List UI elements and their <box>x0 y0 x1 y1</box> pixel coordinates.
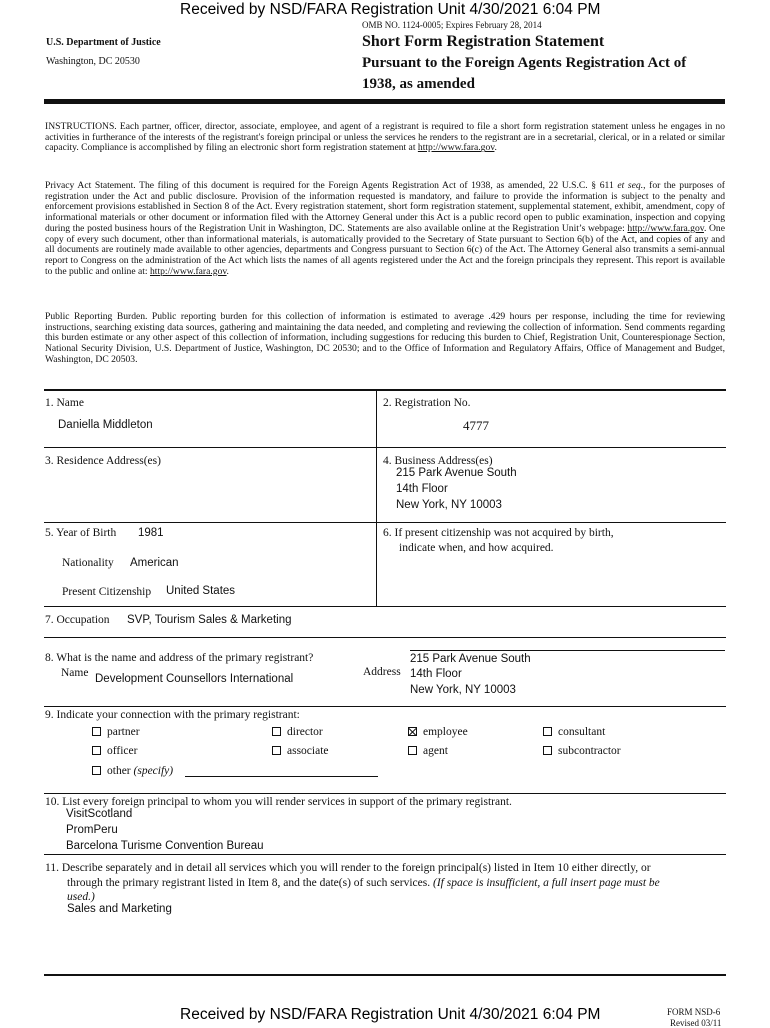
q7-occupation-value[interactable]: SVP, Tourism Sales & Marketing <box>127 614 292 626</box>
q4-address-line3[interactable]: New York, NY 10003 <box>396 499 502 511</box>
checkbox-checked-icon <box>408 727 417 736</box>
checkbox-director[interactable]: director <box>272 726 323 738</box>
q5-label: 5. Year of Birth <box>45 527 117 539</box>
instructions-text: INSTRUCTIONS. Each partner, officer, director, associate, employee, and agent of a registrant is required to file a short form registration statement unless he engages in no activities in furtherance of the interests of the registrant's foreign principal or unless the services he renders to the registrant are in a secretarial, clerical, or in a related or similar capacity. Compliance is accomplished by filing an electronic short form registration statement at <box>45 121 725 154</box>
nationality-value[interactable]: American <box>130 557 179 569</box>
q3-label: 3. Residence Address(es) <box>45 455 161 467</box>
fara-link-instructions[interactable]: http://www.fara.gov <box>417 142 495 154</box>
checkbox-icon <box>543 727 552 736</box>
q2-registration-value[interactable]: 4777 <box>463 418 489 433</box>
checkbox-icon <box>543 746 552 755</box>
q8-registrant-name-value[interactable]: Development Counsellors International <box>95 673 294 685</box>
checkbox-icon <box>92 766 101 775</box>
header-rule <box>44 99 725 104</box>
q4-label: 4. Business Address(es) <box>383 455 493 467</box>
instructions-paragraph: INSTRUCTIONS. Each partner, officer, director, associate, employee, and agent of a registrant is required to file a short form registration statement unless he engages in no activities in furtherance of the interests of the registrant's foreign principal or unless the services he renders to the registrant are in a secretarial, clerical, or in a related or similar capacity. Compliance is accomplished by filing an electronic short form registration statement at http://www.fara.gov. <box>45 121 725 154</box>
checkbox-officer[interactable]: officer <box>92 745 137 757</box>
checkbox-icon <box>408 746 417 755</box>
q8-address-label: Address <box>363 666 401 678</box>
privacy-act-paragraph: Privacy Act Statement. The filing of this document is required for the Foreign Agents Registration Act of 1938, as amended, 22 U.S.C. § 611 et seq., for the purposes of registration under the Act and public disclosure. Provision of the information requested is mandatory, and failure to provide the information is subject to the penalty and enforcement provisions established in Section 8 of the Act. Every registration statement, short form registration statement, supplemental statement, exhibit, amendment, copy of informational materials or other document or information filed with the Attorney General under this Act is a public record open to public examination, inspection and copying during the posted business hours of the Registration Unit in Washington, DC. Statements are also available online at the Registration Unit’s webpage: http://www.fara.gov. One copy of every such document, other than informational materials, is automatically provided to the Secretary of State pursuant to Section 6(b) of the Act, and copies of any and all documents are routinely made available to other agencies, departments and Congress pursuant to Section 6(c) of the Act. The Attorney General also transmits a semi-annual report to Congress on the administration of the Act which lists the names of all agents registered under the Act and the foreign principals they represent. This report is available to the public and online at: http://www.fara.gov. <box>45 180 725 277</box>
q5-year-value[interactable]: 1981 <box>138 527 164 539</box>
checkbox-employee[interactable]: employee <box>408 726 468 738</box>
checkbox-icon <box>272 727 281 736</box>
q10-principal-3[interactable]: Barcelona Turisme Convention Bureau <box>66 840 264 852</box>
q1-name-value[interactable]: Daniella Middleton <box>58 419 153 431</box>
department-name: U.S. Department of Justice <box>46 37 161 48</box>
received-stamp-top: Received by NSD/FARA Registration Unit 4/30/2021 6:04 PM <box>180 1 601 18</box>
q9-label: 9. Indicate your connection with the primary registrant: <box>45 709 300 721</box>
received-stamp-bottom: Received by NSD/FARA Registration Unit 4/30/2021 6:04 PM <box>180 1006 601 1023</box>
q4-address-line2[interactable]: 14th Floor <box>396 483 448 495</box>
q11-services-value[interactable]: Sales and Marketing <box>67 903 172 915</box>
q4-address-line1[interactable]: 215 Park Avenue South <box>396 467 517 479</box>
form-title-line2: Pursuant to the Foreign Agents Registration Act of <box>362 55 687 71</box>
burden-paragraph: Public Reporting Burden. Public reporting burden for this collection of information is estimated to average .429 hours per response, including the time for reviewing instructions, searching existing data sources, gathering and maintaining the data needed, and completing and reviewing the collection of information. Send comments regarding this burden estimate or any other aspect of this collection of information, including suggestions for reducing this burden to Chief, Registration Unit, Counterespionage Section, National Security Division, U.S. Department of Justice, Washington, DC 20530; and to the Office of Information and Regulatory Affairs, Office of Management and Budget, Washington, DC 20503. <box>45 311 725 365</box>
q6-label-line1: 6. If present citizenship was not acquired by birth, <box>383 527 614 539</box>
q11-label-line2: through the primary registrant listed in Item 8, and the date(s) of such services. (If space is insufficient, a full insert page must be <box>67 877 660 889</box>
q8-name-label: Name <box>61 667 89 679</box>
q1-label: 1. Name <box>45 397 84 409</box>
checkbox-agent[interactable]: agent <box>408 745 448 757</box>
checkbox-icon <box>92 746 101 755</box>
other-specify-line <box>185 776 378 777</box>
checkbox-icon <box>272 746 281 755</box>
q8-label: 8. What is the name and address of the primary registrant? <box>45 652 314 664</box>
q8-address-line2[interactable]: 14th Floor <box>410 668 462 680</box>
q11-label-line3: used.) <box>67 891 95 903</box>
footer-rule <box>44 974 726 976</box>
q8-address-line3[interactable]: New York, NY 10003 <box>410 684 516 696</box>
fara-link-privacy-1[interactable]: http://www.fara.gov <box>627 222 704 234</box>
omb-number: OMB NO. 1124-0005; Expires February 28, 2014 <box>362 20 542 30</box>
checkbox-other[interactable]: other (specify) <box>92 765 173 777</box>
q11-label-line1: 11. Describe separately and in detail all services which you will render to the foreign principal(s) listed in Item 10 either directly, or <box>45 862 651 874</box>
checkbox-partner[interactable]: partner <box>92 726 140 738</box>
department-city: Washington, DC 20530 <box>46 56 140 67</box>
checkbox-subcontractor[interactable]: subcontractor <box>543 745 621 757</box>
form-title-line3: 1938, as amended <box>362 76 475 92</box>
citizenship-value[interactable]: United States <box>166 585 236 597</box>
q10-principal-2[interactable]: PromPeru <box>66 824 118 836</box>
form-title-line1: Short Form Registration Statement <box>362 33 605 50</box>
checkbox-consultant[interactable]: consultant <box>543 726 605 738</box>
q10-label: 10. List every foreign principal to whom you will render services in support of the primary registrant. <box>45 796 512 808</box>
checkbox-icon <box>92 727 101 736</box>
q6-label-line2: indicate when, and how acquired. <box>399 542 554 554</box>
form-number: FORM NSD-6 <box>667 1007 721 1017</box>
q10-principal-1[interactable]: VisitScotland <box>66 808 133 820</box>
citizenship-label: Present Citizenship <box>62 586 152 598</box>
q8-address-line1[interactable]: 215 Park Avenue South <box>410 653 531 665</box>
fara-link-privacy-2[interactable]: http://www.fara.gov <box>149 265 227 277</box>
q2-label: 2. Registration No. <box>383 397 471 409</box>
checkbox-associate[interactable]: associate <box>272 745 329 757</box>
nationality-label: Nationality <box>62 557 114 569</box>
q7-label: 7. Occupation <box>45 614 110 626</box>
form-revised-date: Revised 03/11 <box>670 1018 722 1028</box>
